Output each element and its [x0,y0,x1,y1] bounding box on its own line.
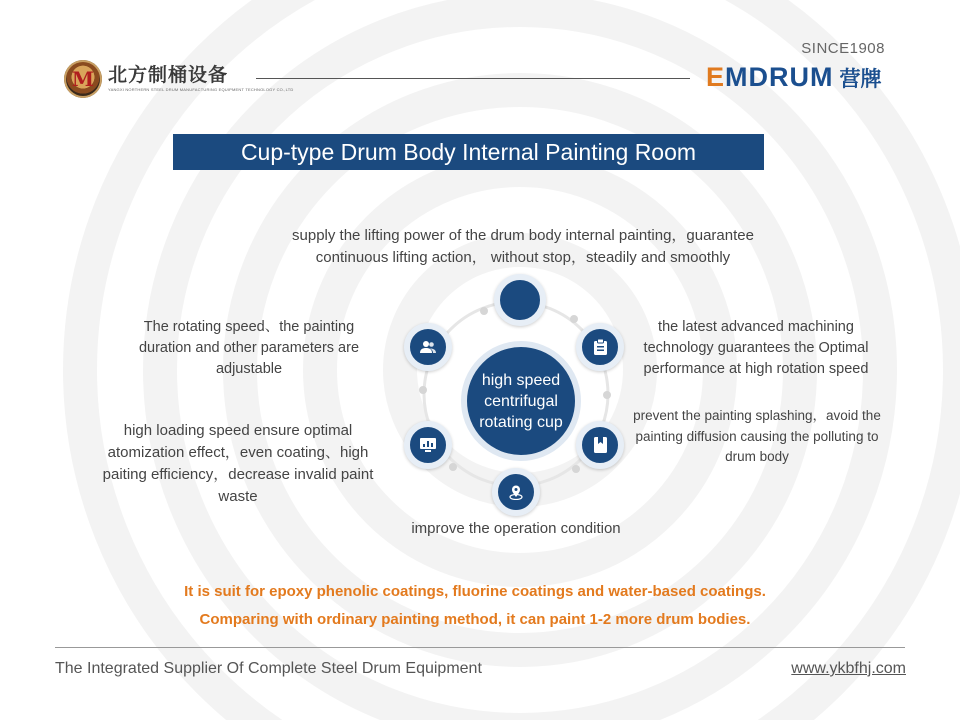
brand-rest: MDRUM [725,62,834,92]
label-bottom: improve the operation condition [411,520,621,537]
chart-icon [404,421,452,469]
brand-english [706,62,834,93]
page-title: Cup-type Drum Body Internal Painting Room [173,134,764,170]
footer-tagline: The Integrated Supplier Of Complete Steel Drum Equipment [55,660,482,677]
label-right-bottom: prevent the painting splashing，avoid the painting diffusion causing the polluting to drum body [633,408,881,464]
brand-chinese: 营牌 [839,67,882,91]
logo-badge-letter: M [71,67,95,91]
node-top [494,274,546,326]
location-icon [492,468,540,516]
label-left-top: The rotating speed、the painting duration and other parameters are adjustable [138,319,360,377]
label-top: supply the lifting power of the drum body internal painting，guarantee continuous lifting action， without stop，steadily and smoothly [292,227,754,266]
brand-logo [706,62,882,93]
note-comparison: Comparing with ordinary painting method, it can paint 1-2 more drum bodies. [199,611,751,628]
note-coatings: It is suit for epoxy phenolic coatings, fluorine coatings and water-based coatings. [184,583,766,600]
bookmark-icon [576,421,624,469]
center-label: high speed centrifugal rotating cup [479,371,563,431]
users-icon [404,323,452,371]
clipboard-icon [576,323,624,371]
company-logo [64,60,293,98]
since-label: SINCE1908 [801,40,885,57]
header-divider [256,78,690,79]
brand-e: E [706,62,726,92]
label-left-bottom: high loading speed ensure optimal atomization effect，even coating、high paiting efficiency，decrease invalid paint waste [102,422,374,505]
label-right-top: the latest advanced machining technology guarantees the Optimal performance at high rotation speed [643,319,869,377]
footer-divider [55,647,905,648]
logo-badge [64,60,102,98]
footer-website-link[interactable]: www.ykbfhj.com [791,660,906,677]
logo-chinese-name: 北方制桶设备 [108,65,229,86]
center-node [461,341,581,461]
logo-english-name: YANGXI NORTHERN STEEL DRUM MANUFACTURING EQUIPMENT TECHNOLOGY CO.,LTD [108,87,294,92]
